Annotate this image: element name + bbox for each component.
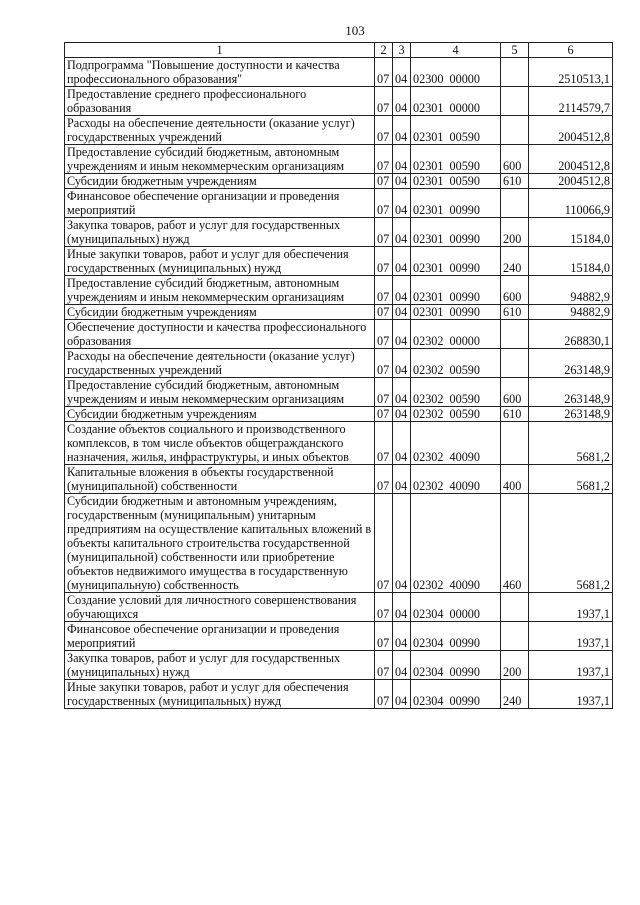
row-subsection-cell: 04 xyxy=(393,247,411,276)
row-subsection-cell: 04 xyxy=(393,349,411,378)
row-target-article-cell: 02301 00990 xyxy=(411,218,501,247)
row-section-cell: 07 xyxy=(375,145,393,174)
row-name-cell: Капитальные вложения в объекты государственной (муниципальной) собственности xyxy=(65,465,375,494)
row-subsection-cell: 04 xyxy=(393,58,411,87)
table-row xyxy=(65,116,613,145)
row-subsection-cell: 04 xyxy=(393,116,411,145)
page-number: 103 xyxy=(345,23,365,38)
table-header-row xyxy=(65,43,613,58)
row-expense-type-cell xyxy=(501,349,529,378)
row-expense-type-cell: 600 xyxy=(501,378,529,407)
row-amount-cell: 110066,9 xyxy=(529,189,613,218)
row-target-article-cell: 02301 00590 xyxy=(411,145,501,174)
table-row xyxy=(65,58,613,87)
table-row xyxy=(65,174,613,189)
row-expense-type-cell: 600 xyxy=(501,145,529,174)
row-subsection-cell: 04 xyxy=(393,378,411,407)
row-amount-cell: 94882,9 xyxy=(529,276,613,305)
row-target-article-cell: 02301 00590 xyxy=(411,116,501,145)
row-amount-cell: 1937,1 xyxy=(529,680,613,709)
table-row xyxy=(65,680,613,709)
row-amount-cell: 2004512,8 xyxy=(529,116,613,145)
row-target-article-cell: 02302 00000 xyxy=(411,320,501,349)
row-amount-cell: 15184,0 xyxy=(529,218,613,247)
row-subsection-cell: 04 xyxy=(393,680,411,709)
row-name-cell: Предоставление субсидий бюджетным, автономным учреждениям и иным некоммерческим организациям xyxy=(65,276,375,305)
row-target-article-cell: 02304 00000 xyxy=(411,593,501,622)
row-name-cell: Субсидии бюджетным учреждениям xyxy=(65,407,375,422)
table-row xyxy=(65,407,613,422)
row-expense-type-cell: 600 xyxy=(501,276,529,305)
row-amount-cell: 2510513,1 xyxy=(529,58,613,87)
row-name-cell: Финансовое обеспечение организации и проведения мероприятий xyxy=(65,622,375,651)
row-subsection-cell: 04 xyxy=(393,622,411,651)
row-target-article-cell: 02304 00990 xyxy=(411,680,501,709)
row-subsection-cell: 04 xyxy=(393,87,411,116)
row-expense-type-cell xyxy=(501,320,529,349)
row-section-cell: 07 xyxy=(375,116,393,145)
row-target-article-cell: 02300 00000 xyxy=(411,58,501,87)
row-expense-type-cell xyxy=(501,58,529,87)
row-expense-type-cell: 610 xyxy=(501,407,529,422)
row-amount-cell: 1937,1 xyxy=(529,651,613,680)
row-target-article-cell: 02302 40090 xyxy=(411,465,501,494)
row-expense-type-cell xyxy=(501,422,529,465)
row-section-cell: 07 xyxy=(375,680,393,709)
table-row xyxy=(65,87,613,116)
row-amount-cell: 94882,9 xyxy=(529,305,613,320)
row-target-article-cell: 02301 00990 xyxy=(411,276,501,305)
row-target-article-cell: 02301 00590 xyxy=(411,174,501,189)
row-section-cell: 07 xyxy=(375,174,393,189)
row-subsection-cell: 04 xyxy=(393,407,411,422)
row-section-cell: 07 xyxy=(375,247,393,276)
row-subsection-cell: 04 xyxy=(393,305,411,320)
row-target-article-cell: 02304 00990 xyxy=(411,622,501,651)
row-subsection-cell: 04 xyxy=(393,174,411,189)
table-row xyxy=(65,349,613,378)
row-section-cell: 07 xyxy=(375,218,393,247)
row-subsection-cell: 04 xyxy=(393,218,411,247)
header-cell: 5 xyxy=(501,43,529,58)
row-subsection-cell: 04 xyxy=(393,465,411,494)
row-amount-cell: 2114579,7 xyxy=(529,87,613,116)
row-expense-type-cell xyxy=(501,87,529,116)
row-subsection-cell: 04 xyxy=(393,593,411,622)
row-name-cell: Предоставление среднего профессионального образования xyxy=(65,87,375,116)
row-subsection-cell: 04 xyxy=(393,145,411,174)
row-expense-type-cell: 240 xyxy=(501,680,529,709)
row-amount-cell: 263148,9 xyxy=(529,349,613,378)
row-subsection-cell: 04 xyxy=(393,320,411,349)
row-section-cell: 07 xyxy=(375,276,393,305)
row-amount-cell: 15184,0 xyxy=(529,247,613,276)
row-name-cell: Создание объектов социального и производственного комплексов, в том числе объектов общегражданского назначения, жилья, инфраструктуры, и иных объектов xyxy=(65,422,375,465)
row-expense-type-cell: 240 xyxy=(501,247,529,276)
header-cell: 3 xyxy=(393,43,411,58)
row-name-cell: Расходы на обеспечение деятельности (оказание услуг) государственных учреждений xyxy=(65,116,375,145)
budget-table xyxy=(64,42,613,709)
row-subsection-cell: 04 xyxy=(393,276,411,305)
row-name-cell: Предоставление субсидий бюджетным, автономным учреждениям и иным некоммерческим организациям xyxy=(65,378,375,407)
row-section-cell: 07 xyxy=(375,622,393,651)
row-amount-cell: 263148,9 xyxy=(529,378,613,407)
table-row xyxy=(65,218,613,247)
row-expense-type-cell xyxy=(501,116,529,145)
row-amount-cell: 5681,2 xyxy=(529,422,613,465)
row-target-article-cell: 02301 00000 xyxy=(411,87,501,116)
row-expense-type-cell: 200 xyxy=(501,218,529,247)
row-expense-type-cell: 460 xyxy=(501,494,529,593)
row-name-cell: Предоставление субсидий бюджетным, автономным учреждениям и иным некоммерческим организациям xyxy=(65,145,375,174)
row-name-cell: Создание условий для личностного совершенствования обучающихся xyxy=(65,593,375,622)
table-row xyxy=(65,593,613,622)
row-expense-type-cell: 610 xyxy=(501,305,529,320)
row-subsection-cell: 04 xyxy=(393,422,411,465)
row-section-cell: 07 xyxy=(375,58,393,87)
row-name-cell: Субсидии бюджетным учреждениям xyxy=(65,174,375,189)
row-section-cell: 07 xyxy=(375,378,393,407)
row-name-cell: Расходы на обеспечение деятельности (оказание услуг) государственных учреждений xyxy=(65,349,375,378)
row-amount-cell: 1937,1 xyxy=(529,622,613,651)
row-section-cell: 07 xyxy=(375,651,393,680)
row-amount-cell: 5681,2 xyxy=(529,465,613,494)
row-name-cell: Иные закупки товаров, работ и услуг для обеспечения государственных (муниципальных) нужд xyxy=(65,680,375,709)
row-amount-cell: 263148,9 xyxy=(529,407,613,422)
row-target-article-cell: 02302 00590 xyxy=(411,407,501,422)
header-cell: 2 xyxy=(375,43,393,58)
table-row xyxy=(65,305,613,320)
row-subsection-cell: 04 xyxy=(393,189,411,218)
row-section-cell: 07 xyxy=(375,349,393,378)
row-expense-type-cell: 200 xyxy=(501,651,529,680)
header-cell: 4 xyxy=(411,43,501,58)
row-section-cell: 07 xyxy=(375,593,393,622)
row-target-article-cell: 02302 00590 xyxy=(411,349,501,378)
table-row xyxy=(65,378,613,407)
row-subsection-cell: 04 xyxy=(393,494,411,593)
row-name-cell: Закупка товаров, работ и услуг для государственных (муниципальных) нужд xyxy=(65,651,375,680)
row-subsection-cell: 04 xyxy=(393,651,411,680)
table-row xyxy=(65,247,613,276)
table-row xyxy=(65,422,613,465)
table-row xyxy=(65,622,613,651)
row-name-cell: Подпрограмма "Повышение доступности и качества профессионального образования" xyxy=(65,58,375,87)
table-row xyxy=(65,320,613,349)
row-section-cell: 07 xyxy=(375,320,393,349)
row-name-cell: Иные закупки товаров, работ и услуг для обеспечения государственных (муниципальных) нужд xyxy=(65,247,375,276)
row-target-article-cell: 02302 00590 xyxy=(411,378,501,407)
row-amount-cell: 2004512,8 xyxy=(529,174,613,189)
row-target-article-cell: 02301 00990 xyxy=(411,305,501,320)
table-row xyxy=(65,189,613,218)
row-amount-cell: 2004512,8 xyxy=(529,145,613,174)
table-row xyxy=(65,145,613,174)
row-name-cell: Финансовое обеспечение организации и проведения мероприятий xyxy=(65,189,375,218)
table-row xyxy=(65,465,613,494)
row-section-cell: 07 xyxy=(375,465,393,494)
row-expense-type-cell: 610 xyxy=(501,174,529,189)
row-target-article-cell: 02302 40090 xyxy=(411,494,501,593)
table-row xyxy=(65,651,613,680)
row-name-cell: Субсидии бюджетным учреждениям xyxy=(65,305,375,320)
table-row xyxy=(65,494,613,593)
row-target-article-cell: 02301 00990 xyxy=(411,189,501,218)
row-name-cell: Закупка товаров, работ и услуг для государственных (муниципальных) нужд xyxy=(65,218,375,247)
row-section-cell: 07 xyxy=(375,305,393,320)
row-section-cell: 07 xyxy=(375,422,393,465)
row-amount-cell: 5681,2 xyxy=(529,494,613,593)
row-expense-type-cell xyxy=(501,622,529,651)
row-name-cell: Субсидии бюджетным и автономным учреждениям, государственным (муниципальным) унитарным предприятиям на осуществление капитальных вложений в объекты капитального строительства государственной (муниципальной) собственности или приобретение объектов недвижимого имущества в государственную (муниципальную) собственность xyxy=(65,494,375,593)
row-amount-cell: 268830,1 xyxy=(529,320,613,349)
row-section-cell: 07 xyxy=(375,189,393,218)
row-expense-type-cell xyxy=(501,189,529,218)
header-cell: 1 xyxy=(65,43,375,58)
row-expense-type-cell: 400 xyxy=(501,465,529,494)
row-section-cell: 07 xyxy=(375,494,393,593)
row-target-article-cell: 02304 00990 xyxy=(411,651,501,680)
row-section-cell: 07 xyxy=(375,407,393,422)
header-cell: 6 xyxy=(529,43,613,58)
row-section-cell: 07 xyxy=(375,87,393,116)
table-row xyxy=(65,276,613,305)
row-target-article-cell: 02301 00990 xyxy=(411,247,501,276)
row-name-cell: Обеспечение доступности и качества профессионального образования xyxy=(65,320,375,349)
row-amount-cell: 1937,1 xyxy=(529,593,613,622)
row-expense-type-cell xyxy=(501,593,529,622)
row-target-article-cell: 02302 40090 xyxy=(411,422,501,465)
